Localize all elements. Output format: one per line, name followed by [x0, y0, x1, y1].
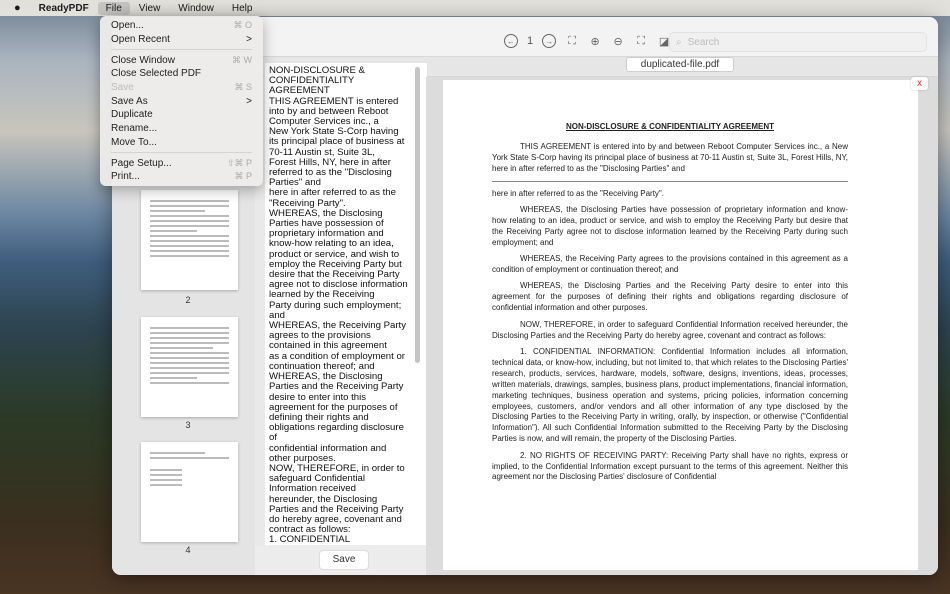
chevron-right-icon: > — [246, 95, 252, 107]
thumbnail-label: 3 — [185, 420, 191, 430]
menu-separator — [111, 152, 252, 153]
save-button[interactable]: Save — [319, 550, 369, 570]
paragraph: WHEREAS, the Disclosing Parties and the Receiving Party desire to enter into this agreement for the purposes of defining their rights and obligations regarding disclosure of confidential information and other purposes. — [492, 281, 848, 313]
pdf-viewer — [426, 77, 938, 575]
tab-document[interactable]: duplicated-file.pdf — [626, 57, 734, 72]
menu-item-close-selected-pdf[interactable] — [100, 67, 263, 81]
signature-line — [492, 181, 848, 182]
menu-item-save-as[interactable] — [100, 94, 263, 108]
menu-item-open[interactable] — [100, 19, 263, 33]
paragraph: here in after referred to as the "Receiving Party". — [492, 188, 664, 198]
apple-icon[interactable]: ● — [14, 2, 21, 14]
menu-item-label: Move To... — [111, 136, 157, 148]
save-bar — [255, 545, 427, 575]
actual-size-icon[interactable]: ⛶ — [568, 34, 576, 47]
page-thumbnail-2[interactable] — [141, 190, 238, 290]
menu-item-close-window[interactable] — [100, 53, 263, 67]
menu-item-label: Print... — [111, 171, 140, 183]
pdf-page — [443, 80, 918, 570]
page-thumbnail-3[interactable] — [141, 317, 238, 417]
menu-item-open-recent[interactable] — [100, 33, 263, 47]
menu-help[interactable]: Help — [231, 2, 253, 14]
previous-page-icon[interactable]: ← — [504, 34, 518, 48]
menu-item-move-to[interactable] — [100, 136, 263, 150]
paragraph: WHEREAS, the Disclosing Parties have possession of proprietary information and know-how relating to an idea, product or service, and wish to employ the Receiving Party but desire that the Receiving Party agree not to disclose information learned by the Receiving Party during such employment; and — [492, 205, 848, 247]
paragraph: 1. CONFIDENTIAL INFORMATION: Confidential Information includes all information, technical data, or know-how, including, but not limited to, that which relates to the Disclosing Parties' research, products, services, hardware, models, software, designs, inventions, ideas, processes, written materials, drawings, samples, business plans, product implementations, financial information, marketing techniques, business operation and systems, pricing policies, information concerning employees, customers, and/or vendors and all other information of any type disclosed by the Disclosing Parties to the Receiving Party in writing, orally, by inspection, or otherwise ("Confidential Information"). All such Confidential Information submitted to the Receiving Party by the Disclosing Parties is now, and will remain, the property of the Disclosing Parties. — [492, 347, 848, 444]
rotate-icon[interactable]: ◪ — [658, 35, 670, 48]
menu-item-label: Duplicate — [111, 109, 153, 121]
chevron-right-icon: > — [246, 34, 252, 46]
menu-item-label: Open... — [111, 20, 144, 32]
menu-item-label: Open Recent — [111, 34, 170, 46]
shortcut: ⌘ P — [234, 171, 252, 182]
search-input[interactable] — [669, 32, 927, 52]
zoom-out-icon[interactable]: ⊖ — [613, 35, 623, 48]
menu-bar — [0, 0, 950, 16]
text-panel-scrollbar[interactable] — [415, 67, 420, 363]
menu-item-duplicate[interactable] — [100, 108, 263, 122]
document-title: NON-DISCLOSURE & CONFIDENTIALITY AGREEMENT — [565, 122, 774, 131]
menu-window[interactable]: Window — [178, 2, 214, 14]
menu-separator — [111, 49, 252, 50]
fit-page-icon[interactable]: ⛶ — [637, 34, 645, 47]
menu-item-print[interactable] — [100, 170, 263, 184]
close-document-button[interactable]: x — [911, 77, 928, 90]
page-thumbnail-4[interactable] — [141, 442, 238, 542]
menu-item-page-setup[interactable] — [100, 156, 263, 170]
next-page-icon[interactable]: → — [542, 34, 556, 48]
menu-item-label: Save — [111, 82, 134, 94]
menu-file[interactable]: File — [98, 2, 130, 15]
zoom-in-icon[interactable]: ⊕ — [590, 35, 600, 48]
app-menu[interactable]: ReadyPDF — [38, 2, 89, 14]
menu-item-rename[interactable] — [100, 122, 263, 136]
menu-item-label: Close Selected PDF — [111, 68, 202, 80]
search-icon: ⌕ — [676, 36, 682, 48]
paragraph: 2. NO RIGHTS OF RECEIVING PARTY: Receiving Party shall have no rights, express or implied, to the Confidential Information except pursuant to the terms of this agreement. Neither this agreement nor the Disclosing Parties' disclosure of Confidential — [492, 450, 848, 482]
menu-view[interactable]: View — [138, 2, 161, 14]
search-placeholder: Search — [687, 36, 720, 48]
thumbnail-label: 4 — [185, 545, 191, 555]
menu-item-label: Rename... — [111, 123, 158, 135]
shortcut: ⇧⌘ P — [226, 157, 252, 168]
menu-item-save — [100, 81, 263, 95]
paragraph: WHEREAS, the Receiving Party agrees to the provisions contained in this agreement as a condition of employment or continuation thereof; and — [492, 254, 848, 275]
shortcut: ⌘ S — [234, 82, 252, 93]
thumbnail-label: 2 — [185, 295, 191, 305]
paragraph: THIS AGREEMENT is entered into by and between Reboot Computer Services inc., a New York State S-Corp having its principal place of business at 70-11 Austin st, Suite 3L, Forest Hills, NY, here in after referred to as the "Disclosing Parties" and — [492, 141, 848, 173]
menu-item-label: Close Window — [111, 54, 175, 66]
shortcut: ⌘ O — [233, 20, 252, 31]
extracted-text-panel[interactable]: NON-DISCLOSURE & CONFIDENTIALITY AGREEMENT THIS AGREEMENT is entered into by and between Reboot Computer Services inc., a New York State S-Corp having its principal place of business at 70-11 Austin st, Suite 3L, Forest Hills, NY, here in after referred to as the "Disclosing Parties" and here in after referred to as the "Receiving Party". WHEREAS, the Disclosing Parties have possession of proprietary information and know-how relating to an idea, product or service, and wish to employ the Receiving Party but desire that the Receiving Party agree not to disclose information learned by the Receiving Party during such employment; and WHEREAS, the Receiving Party agrees to the provisions contained in this agreement as a condition of employment or continuation thereof; and WHEREAS, the Disclosing Parties and the Receiving Party desire to enter into this agreement for the purposes of defining their rights and obligations regarding disclosure of confidential information and other purposes. NOW, THEREFORE, in order to safeguard Confidential Information received hereunder, the Disclosing Parties and the Receiving Party do hereby agree, covenant and contract as follows: 1. CONFIDENTIAL — [265, 63, 427, 545]
menu-item-label: Page Setup... — [111, 157, 172, 169]
paragraph: NOW, THEREFORE, in order to safeguard Confidential Information received hereunder, the Disclosing Parties and the Receiving Party do hereby agree, covenant and contract as follows: — [492, 319, 848, 340]
menu-item-label: Save As — [111, 95, 148, 107]
page-number: 1 — [527, 35, 534, 47]
file-menu — [100, 16, 263, 186]
shortcut: ⌘ W — [232, 54, 252, 65]
